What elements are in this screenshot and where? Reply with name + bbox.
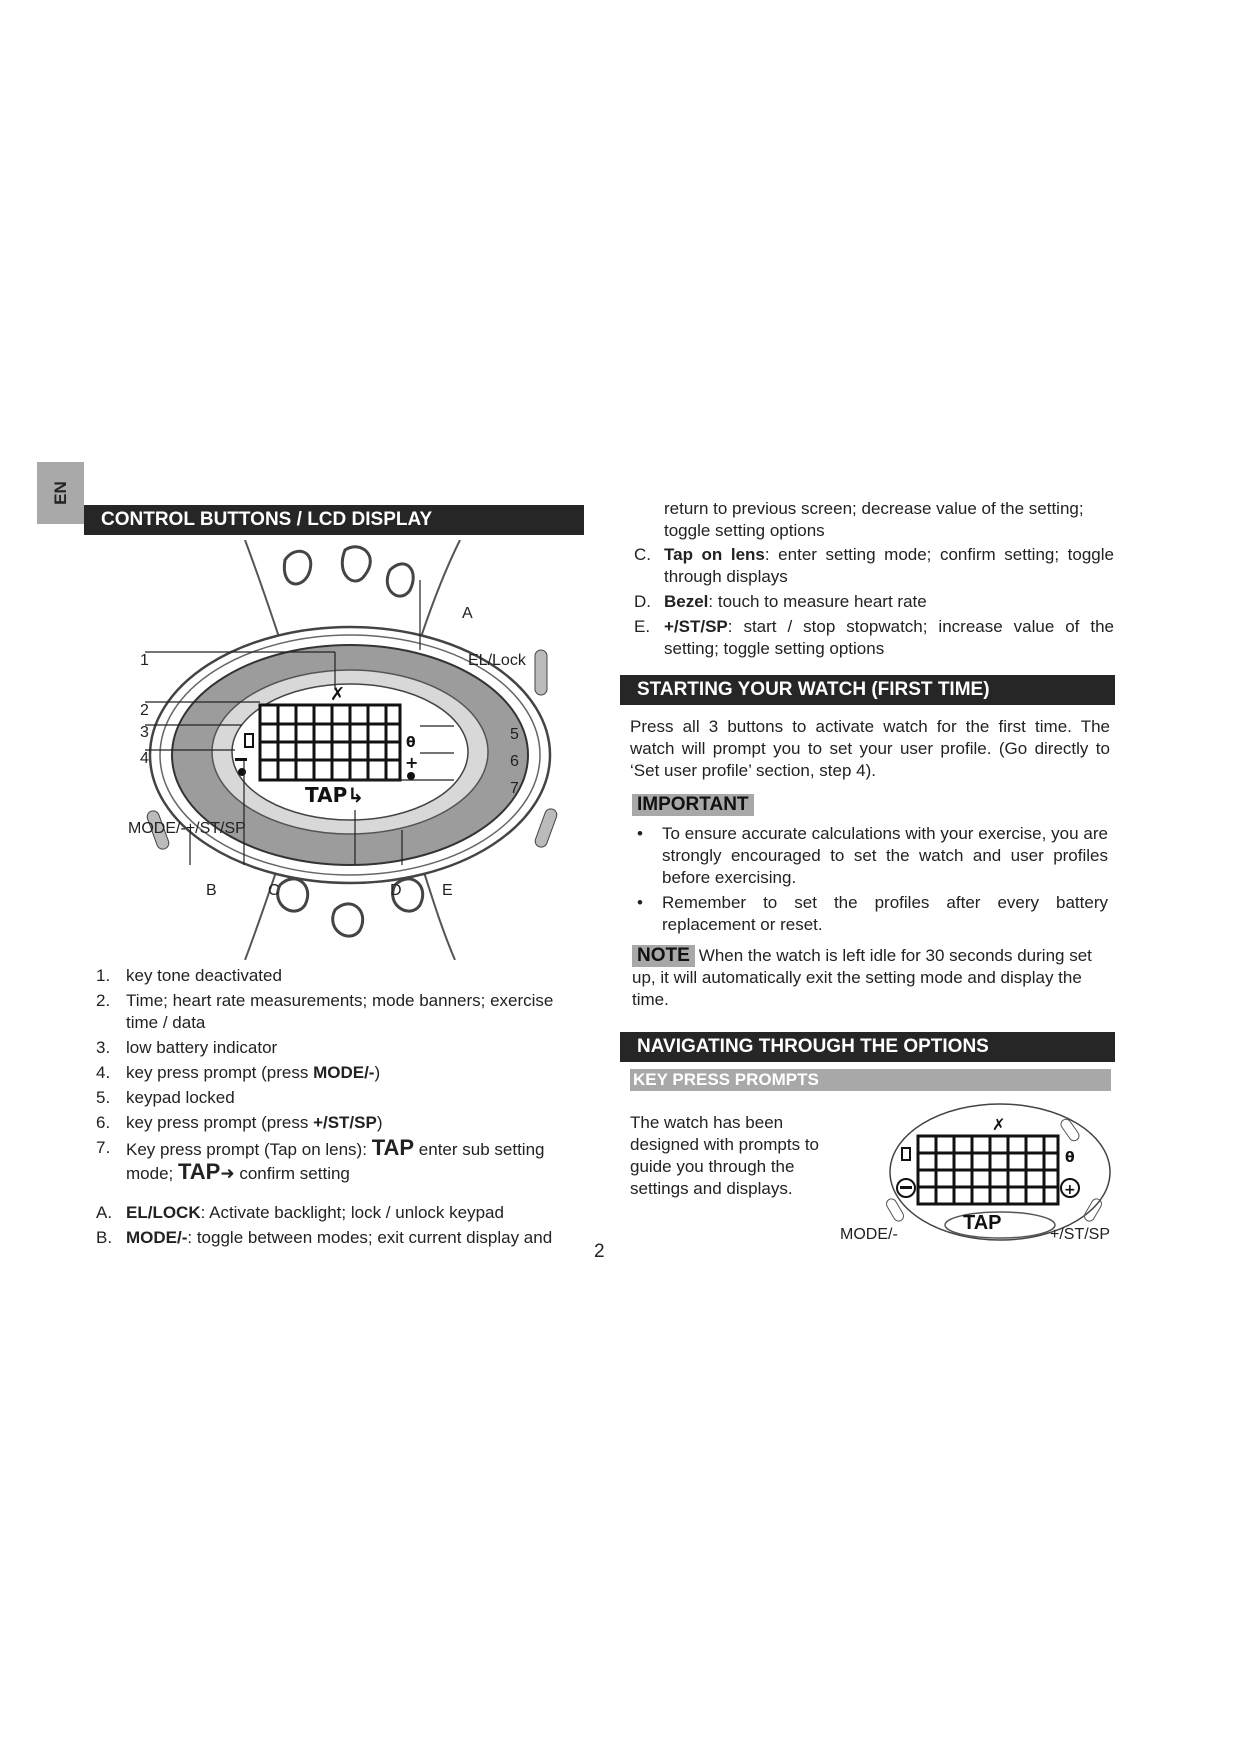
callout-7: 7 (510, 780, 519, 797)
tap-glyph: TAP (371, 1135, 415, 1160)
key-prompt-diagram (840, 1100, 1120, 1250)
important-label: IMPORTANT (632, 794, 754, 816)
list-item: • Remember to set the profiles after every battery replacement or reset. (637, 893, 1108, 934)
svg-text:θ: θ (1065, 1150, 1075, 1166)
list-item: E. +/ST/SP: start / stop stopwatch; increase value of the setting; toggle setting options (634, 617, 1114, 658)
tap-glyph: TAP (963, 1212, 1002, 1234)
section-title-control-buttons: CONTROL BUTTONS / LCD DISPLAY (84, 505, 584, 535)
list-item: 5. keypad locked (96, 1088, 235, 1107)
button-label-c: C (268, 882, 280, 899)
el-lock-label: EL/Lock (468, 652, 526, 669)
list-item: B. MODE/-: toggle between modes; exit current display and (96, 1228, 553, 1247)
continued-text: return to previous screen; decrease value of the setting; toggle setting options (664, 499, 1084, 540)
callout-4: 4 (140, 750, 149, 767)
list-item: 6. key press prompt (press +/ST/SP) (96, 1113, 383, 1132)
lcd-legend-list (96, 965, 581, 1188)
callout-1: 1 (140, 652, 149, 669)
tap-glyph: TAP (177, 1159, 221, 1184)
button-list-right (634, 544, 1114, 663)
section-title-navigating: NAVIGATING THROUGH THE OPTIONS (620, 1032, 1115, 1062)
note-text: When the watch is left idle for 30 seconds during set up, it will automatically exit the setting mode and display the time. (632, 946, 1092, 1009)
list-item: C. Tap on lens: enter setting mode; confirm setting; toggle through displays (634, 545, 1114, 586)
note-block (632, 945, 1112, 1011)
button-label-a: A (462, 605, 473, 622)
list-item: 1. key tone deactivated (96, 966, 282, 985)
note-label: NOTE (632, 945, 695, 967)
language-tab (37, 462, 84, 524)
list-item: A. EL/LOCK: Activate backlight; lock / unlock keypad (96, 1203, 504, 1222)
button-list-left (96, 1202, 581, 1252)
svg-text:✗: ✗ (992, 1115, 1006, 1134)
list-item: 3. low battery indicator (96, 1038, 278, 1057)
tap-indicator: TAP↳ (305, 783, 364, 807)
list-item: • To ensure accurate calculations with your exercise, you are strongly encouraged to set the watch and user profiles before exercising. (637, 824, 1108, 887)
list-item: D. Bezel: touch to measure heart rate (634, 592, 927, 611)
watch-illustration (120, 540, 580, 960)
callout-5: 5 (510, 726, 519, 743)
section-title-starting: STARTING YOUR WATCH (FIRST TIME) (620, 675, 1115, 705)
mode-st-label: MODE/-+/ST/SP (128, 820, 246, 837)
key-press-prompts-title: KEY PRESS PROMPTS (630, 1069, 1111, 1091)
button-label-b: B (206, 882, 217, 899)
callout-2: 2 (140, 702, 149, 719)
important-list (632, 823, 1108, 939)
starting-text: Press all 3 buttons to activate watch for the first time. The watch will prompt you to set your user profile. (Go directly to ‘Set user profile’ section, step 4). (630, 717, 1110, 780)
language-tab-label: EN (50, 481, 70, 505)
button-label-d: D (390, 882, 402, 899)
key-press-prompts-text: The watch has been designed with prompts to guide you through the settings and displays. (630, 1113, 819, 1198)
callout-6: 6 (510, 753, 519, 770)
callout-3: 3 (140, 724, 149, 741)
svg-text:✗: ✗ (330, 684, 346, 705)
st-sp-label: +/ST/SP (1050, 1226, 1111, 1243)
watch-diagram (120, 540, 580, 960)
svg-text:+: + (405, 753, 419, 772)
list-item: 2. Time; heart rate measurements; mode banners; exercise time / data (96, 991, 554, 1032)
page-number: 2 (594, 1241, 605, 1262)
list-item: 4. key press prompt (press MODE/-) (96, 1063, 381, 1082)
list-item: 7. Key press prompt (Tap on lens): TAP enter sub setting mode; TAP➜ confirm setting (96, 1135, 545, 1184)
button-label-e: E (442, 882, 453, 899)
svg-text:+: + (1064, 1182, 1076, 1198)
svg-text:θ: θ (406, 735, 416, 751)
mode-label: MODE/- (840, 1226, 898, 1243)
